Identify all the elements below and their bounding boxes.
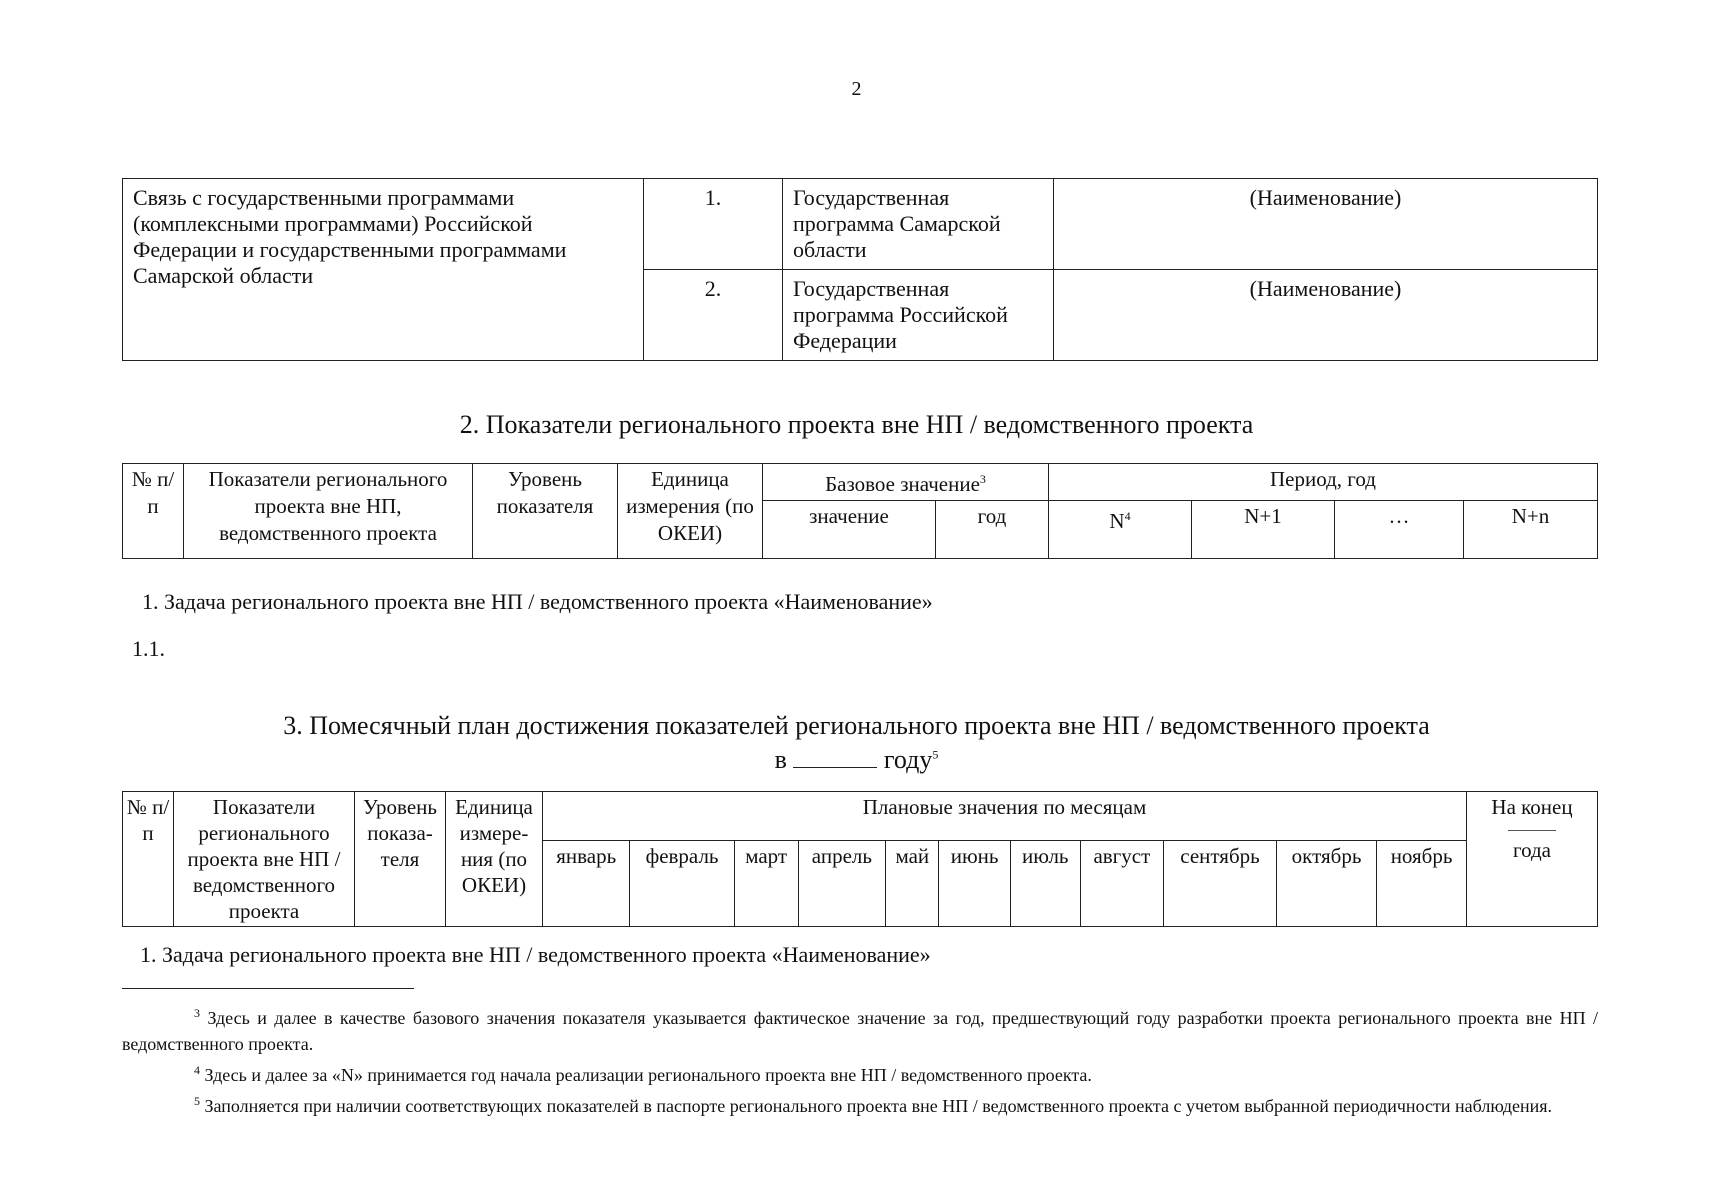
col-level: Уровень показа-теля [355,792,446,927]
section-2-title: 2. Показатели регионального проекта вне НП / ведомственного проекта [459,410,1254,439]
program-type: Государственная программа Самарской области [783,179,1054,270]
section-3-task: 1. Задача регионального проекта вне НП / ведомственного проекта «Наименование» [140,942,931,967]
footnote-3: $^3$ Здесь и далее в качестве базового значения показателя указывается фактическое значение за год, предшествующий году разработки проекта регионального проекта вне НП / ведомственного проекта. [122,1006,1599,1054]
section-2-subitem: 1.1. [132,636,165,661]
col-indicators: Показатели регионального проекта вне НП / ведомственного проекта [174,792,355,927]
row-number: 1. [644,179,783,270]
table-header-row [123,792,1598,841]
col-month: июнь [939,841,1010,927]
col-n: $N^4$ [1049,501,1192,559]
col-nn: N+n [1464,501,1598,559]
footnotes [122,1000,1598,1119]
col-month: февраль [630,841,734,927]
col-month: август [1080,841,1163,927]
program-name: (Наименование) [1054,270,1598,361]
col-level: Уровень показателя [473,464,618,559]
col-year: год [936,501,1049,559]
col-month: январь [543,841,630,927]
footnote-divider [122,988,414,989]
col-period: Период, год [1049,464,1598,501]
section-3-year-line: в году$^5$ [774,745,939,774]
col-month: июль [1010,841,1080,927]
col-dots: … [1335,501,1464,559]
section-2-task: 1. Задача регионального проекта вне НП / ведомственного проекта «Наименование» [142,589,933,614]
state-programs-links-table [122,178,1598,361]
section-3-title: 3. Помесячный план достижения показателей регионального проекта вне НП / ведомственного проекта [283,711,1430,740]
table-row [123,179,1598,270]
col-plan: Плановые значения по месяцам [543,792,1467,841]
col-month: сентябрь [1164,841,1277,927]
program-type: Государственная программа Российской Федерации [783,270,1054,361]
col-month: апрель [798,841,886,927]
table-header-row [123,464,1598,501]
col-num: № п/п [123,464,184,559]
col-unit: Единица измерения (по ОКЕИ) [618,464,763,559]
indicators-table [122,463,1598,559]
row-number: 2. [644,270,783,361]
col-end-of-year: На конец года [1467,792,1598,927]
col-value: значение [763,501,936,559]
footnote-5: $^5$ Заполняется при наличии соответствующих показателей в паспорте регионального проекта вне НП / ведомственного проекта с учетом выбранной периодичности наблюдения. [194,1094,1553,1116]
col-month: октябрь [1276,841,1376,927]
col-indicators: Показатели регионального проекта вне НП, ведомственного проекта [184,464,473,559]
links-label: Связь с государственными программами (комплексными программами) Российской Федерации и государственными программами Самарской области [123,179,644,361]
year-blank [793,743,877,768]
col-month: ноябрь [1377,841,1467,927]
page-number: 2 [851,78,862,100]
col-unit: Единица измере-ния (по ОКЕИ) [446,792,543,927]
col-n1: N+1 [1192,501,1335,559]
col-num: № п/п [123,792,174,927]
col-month: март [734,841,798,927]
col-month: май [886,841,939,927]
program-name: (Наименование) [1054,179,1598,270]
col-base: Базовое значение$^3$ [763,464,1049,501]
footnote-4: $^4$ Здесь и далее за «N» принимается год начала реализации регионального проекта вне НП / ведомственного проекта. [194,1063,1092,1085]
monthly-plan-table [122,791,1598,927]
